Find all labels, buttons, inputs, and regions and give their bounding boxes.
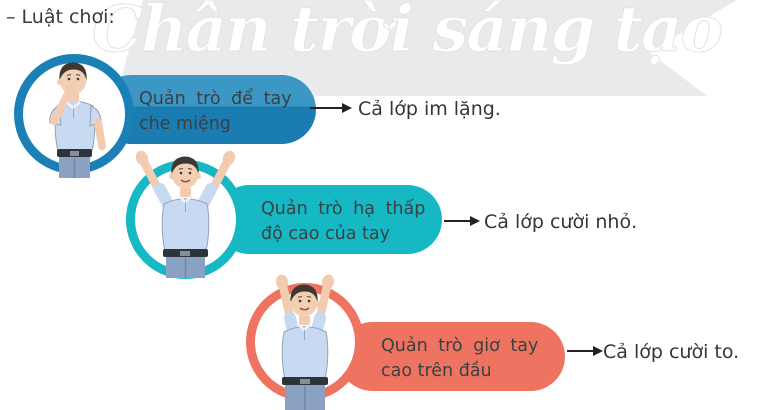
boy-arms-half-raised-illustration [128, 148, 243, 278]
arrow-right-icon-3 [567, 350, 594, 352]
action-text-line2: che miệng [139, 113, 231, 134]
boy-covering-mouth-illustration [26, 60, 122, 178]
action-bubble-2 [215, 185, 442, 254]
action-text-line2: cao trên đầu [381, 360, 492, 381]
action-text-line1: Quản trò để tay [139, 89, 292, 109]
action-text-line1: Quản trò giơ tay [381, 336, 539, 356]
action-bubble-3 [338, 322, 565, 391]
boy-arms-raised-high-illustration [249, 274, 361, 410]
result-label-3: Cả lớp cười to. [603, 341, 740, 363]
action-text-line1: Quản trò hạ thấp [261, 199, 426, 219]
watermark-text: Chân trời sáng tạo [92, 0, 722, 67]
rule-heading: – Luật chơi: [6, 6, 115, 28]
action-text-line2: độ cao của tay [261, 223, 390, 244]
arrow-right-icon-1 [310, 107, 343, 109]
result-label-2: Cả lớp cười nhỏ. [484, 211, 638, 233]
arrow-right-icon-2 [444, 220, 471, 222]
result-label-1: Cả lớp im lặng. [358, 98, 501, 120]
